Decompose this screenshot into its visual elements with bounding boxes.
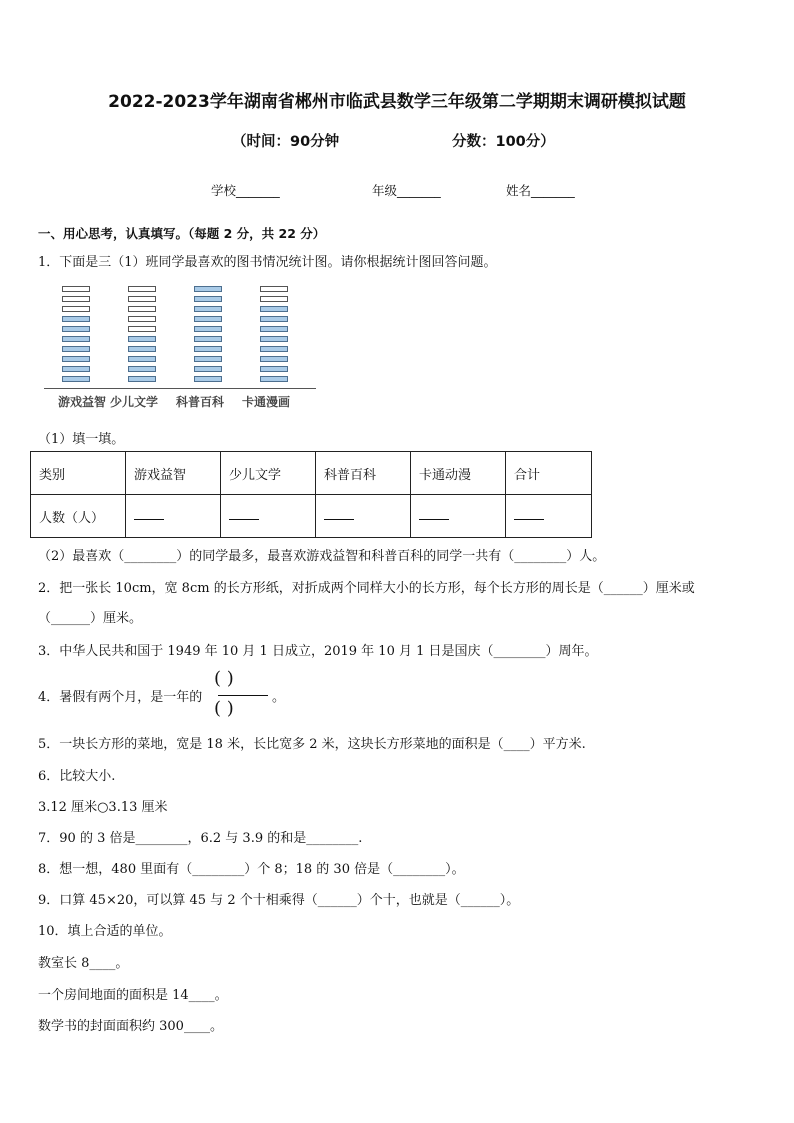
table-header-cell: 游戏益智 (126, 452, 221, 495)
fraction-blank[interactable] (214, 668, 270, 724)
bar-segment (128, 336, 156, 342)
question-2-cont: （______）厘米。 (38, 611, 143, 626)
bar (62, 286, 90, 386)
bar-segment (128, 366, 156, 372)
category-label: 卡通漫画 (242, 395, 291, 409)
question-4: 4．暑假有两个月，是一年的 (38, 690, 203, 705)
question-7: 7．90 的 3 倍是________，6.2 与 3.9 的和是________. (38, 831, 363, 846)
question-10-a: 教室长 8____。 (38, 956, 129, 971)
bar-segment (194, 326, 222, 332)
bar-segment (260, 306, 288, 312)
bar-segment (62, 326, 90, 332)
question-4-end: 。 (272, 690, 286, 705)
bar-segment (194, 296, 222, 302)
bar-segment (62, 316, 90, 322)
bar-segment (260, 336, 288, 342)
bar (128, 286, 156, 386)
bar-segment (128, 346, 156, 352)
bar-segment (194, 346, 222, 352)
exam-score: 分数：100分） (452, 134, 555, 150)
answer-blank[interactable] (316, 495, 411, 538)
name-field[interactable]: 姓名_______ (506, 183, 575, 198)
bar-segment (260, 286, 288, 292)
table-header-cell: 少儿文学 (221, 452, 316, 495)
bar-segment (194, 376, 222, 382)
table-header-cell: 卡通动漫 (411, 452, 506, 495)
bar-segment (260, 326, 288, 332)
school-field[interactable]: 学校_______ (211, 183, 280, 198)
table-header-cell: 类别 (31, 452, 126, 495)
bar-segment (62, 356, 90, 362)
bar-segment (62, 306, 90, 312)
bar-segment (128, 376, 156, 382)
table-header-cell: 合计 (506, 452, 592, 495)
bar-segment (62, 376, 90, 382)
bar-segment (128, 286, 156, 292)
category-label: 科普百科 (176, 395, 225, 409)
question-10: 10．填上合适的单位。 (38, 924, 172, 939)
question-1: 1．下面是三（1）班同学最喜欢的图书情况统计图。请你根据统计图回答问题。 (38, 255, 497, 270)
bar-segment (194, 306, 222, 312)
question-10-c: 数学书的封面面积约 300____。 (38, 1019, 223, 1034)
fraction-denominator: ( ) (214, 698, 234, 719)
answer-blank[interactable] (221, 495, 316, 538)
bar-segment (260, 376, 288, 382)
bar-segment (194, 366, 222, 372)
table-row (31, 495, 592, 538)
bar-segment (62, 286, 90, 292)
bar-chart (44, 280, 316, 410)
question-5: 5．一块长方形的菜地，宽是 18 米，长比宽多 2 米，这块长方形菜地的面积是（____）平方米. (38, 737, 586, 752)
question-1-sub1: （1）填一填。 (38, 432, 125, 447)
data-table (30, 451, 592, 538)
category-label: 游戏益智 (58, 395, 107, 409)
answer-blank[interactable] (506, 495, 592, 538)
bar-segment (62, 366, 90, 372)
exam-time: （时间：90分钟 (232, 134, 340, 150)
question-2: 2．把一张长 10cm，宽 8cm 的长方形纸，对折成两个同样大小的长方形，每个长方形的周长是（______）厘米或 (38, 581, 695, 596)
bar-segment (194, 356, 222, 362)
question-9: 9．口算 45×20，可以算 45 与 2 个十相乘得（______）个十，也就是（______）。 (38, 893, 520, 908)
answer-blank[interactable] (411, 495, 506, 538)
bar-segment (128, 296, 156, 302)
bar-segment (128, 356, 156, 362)
bar-segment (260, 346, 288, 352)
fraction-bar (218, 695, 268, 696)
section-heading: 一、用心思考，认真填写。（每题 2 分，共 22 分） (38, 226, 326, 241)
bar-segment (128, 306, 156, 312)
bar-segment (194, 336, 222, 342)
chart-baseline (44, 388, 316, 389)
question-1-sub2: （2）最喜欢（________）的同学最多，最喜欢游戏益智和科普百科的同学一共有（________）人。 (38, 549, 606, 564)
question-6-a: 3.12 厘米○3.13 厘米 (38, 800, 168, 815)
answer-blank[interactable] (126, 495, 221, 538)
bar-segment (128, 326, 156, 332)
question-8: 8．想一想，480 里面有（________）个 8；18 的 30 倍是（________）。 (38, 862, 465, 877)
bar-segment (62, 346, 90, 352)
bar-segment (194, 316, 222, 322)
bar-segment (194, 286, 222, 292)
bar-segment (128, 316, 156, 322)
grade-field[interactable]: 年级_______ (372, 183, 441, 198)
bar-segment (260, 366, 288, 372)
bar (194, 286, 222, 386)
bar-segment (62, 336, 90, 342)
table-header-row (31, 452, 592, 495)
bar-segment (62, 296, 90, 302)
table-row-label: 人数（人） (31, 495, 126, 538)
bar-segment (260, 316, 288, 322)
bar-segment (260, 356, 288, 362)
category-label: 少儿文学 (110, 395, 159, 409)
question-3: 3．中华人民共和国于 1949 年 10 月 1 日成立，2019 年 10 月 1 日是国庆（________）周年。 (38, 644, 598, 659)
bar (260, 286, 288, 386)
question-6: 6．比较大小. (38, 769, 116, 784)
fraction-numerator: ( ) (214, 668, 234, 689)
question-10-b: 一个房间地面的面积是 14____。 (38, 988, 228, 1003)
page-title: 2022-2023学年湖南省郴州市临武县数学三年级第二学期期末调研模拟试题 (108, 92, 686, 112)
bar-segment (260, 296, 288, 302)
table-header-cell: 科普百科 (316, 452, 411, 495)
